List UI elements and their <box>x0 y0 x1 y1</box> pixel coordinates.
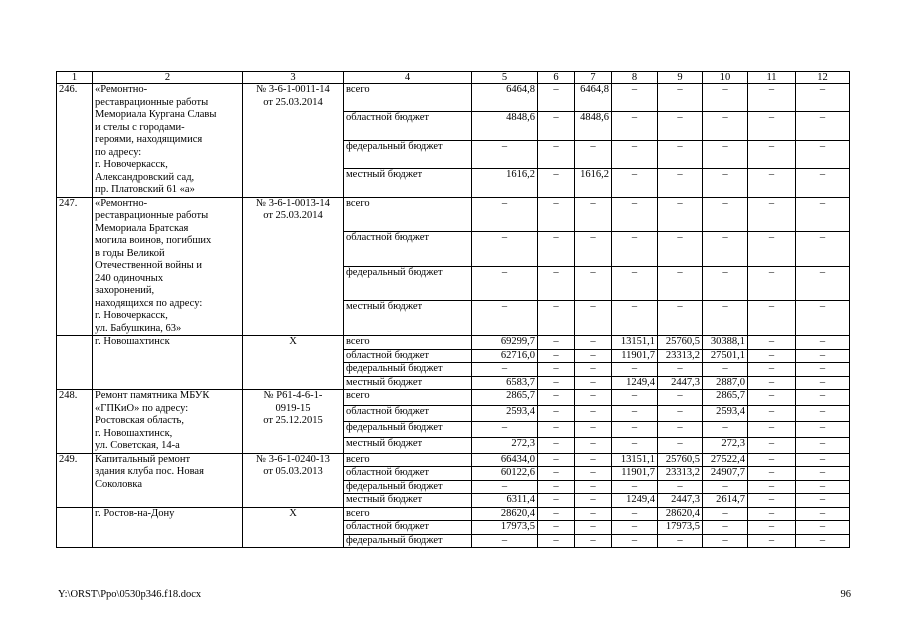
document-reference-line: № 3-6-1-0240-13 <box>256 453 330 465</box>
amount-cell: 69299,7 <box>472 336 538 350</box>
amount-cell: – <box>703 363 748 377</box>
funding-source: федеральный бюджет <box>344 480 472 494</box>
funding-source: федеральный бюджет <box>344 266 472 301</box>
amount-cell: – <box>748 437 796 453</box>
funding-source: всего <box>344 453 472 467</box>
funding-source: всего <box>344 197 472 232</box>
amount-cell: – <box>538 140 575 168</box>
amount-cell: 4848,6 <box>472 112 538 140</box>
table-row <box>57 453 850 467</box>
amount-cell: – <box>538 349 575 363</box>
amount-cell: 2593,4 <box>472 405 538 421</box>
amount-cell: – <box>658 84 703 112</box>
funding-source: областной бюджет <box>344 467 472 481</box>
row-number <box>57 507 93 548</box>
amount-cell: – <box>703 301 748 336</box>
amount-cell: – <box>796 363 850 377</box>
object-name-line: Александровский сад, <box>95 171 195 183</box>
object-name-line: 240 одиночных <box>95 272 164 284</box>
document-reference-line: от 25.03.2014 <box>263 210 323 221</box>
amount-cell: – <box>612 507 658 521</box>
amount-cell: 272,3 <box>703 437 748 453</box>
amount-cell: 2593,4 <box>703 405 748 421</box>
amount-cell: 30388,1 <box>703 336 748 350</box>
amount-cell: – <box>472 421 538 437</box>
amount-cell: – <box>796 480 850 494</box>
amount-cell: – <box>796 421 850 437</box>
table-row <box>57 507 850 521</box>
amount-cell: – <box>612 390 658 406</box>
amount-cell: 25760,5 <box>658 453 703 467</box>
object-name-line: реставрационные работы <box>95 210 209 221</box>
amount-cell: – <box>575 437 612 453</box>
amount-cell: – <box>748 84 796 112</box>
amount-cell: – <box>748 494 796 508</box>
amount-cell: – <box>612 169 658 197</box>
object-name-line: «Ремонтно- <box>95 197 148 209</box>
funding-source: федеральный бюджет <box>344 534 472 548</box>
amount-cell: – <box>748 336 796 350</box>
amount-cell: – <box>575 534 612 548</box>
amount-cell: – <box>612 140 658 168</box>
funding-source: областной бюджет <box>344 112 472 140</box>
amount-cell: – <box>748 140 796 168</box>
amount-cell: 272,3 <box>472 437 538 453</box>
document-reference <box>243 197 344 336</box>
object-name-line: ул. Бабушкина, 63» <box>95 322 182 334</box>
document-reference-line: № 3-6-1-0011-14 <box>256 84 330 95</box>
amount-cell: 27501,1 <box>703 349 748 363</box>
document-reference <box>243 453 344 507</box>
amount-cell: – <box>658 480 703 494</box>
amount-cell: – <box>575 336 612 350</box>
amount-cell: – <box>612 437 658 453</box>
amount-cell: – <box>748 534 796 548</box>
row-number <box>57 336 93 390</box>
amount-cell: 66434,0 <box>472 453 538 467</box>
amount-cell: – <box>748 266 796 301</box>
amount-cell: – <box>538 84 575 112</box>
amount-cell: 6311,4 <box>472 494 538 508</box>
amount-cell: – <box>703 521 748 535</box>
amount-cell: 1616,2 <box>472 169 538 197</box>
column-number: 5 <box>472 72 538 84</box>
amount-cell: 60122,6 <box>472 467 538 481</box>
amount-cell: – <box>538 197 575 232</box>
amount-cell: 4848,6 <box>575 112 612 140</box>
amount-cell: – <box>658 197 703 232</box>
row-number: 247. <box>57 197 93 336</box>
amount-cell: – <box>538 301 575 336</box>
object-name-line: Соколовка <box>95 478 142 490</box>
amount-cell: 6464,8 <box>472 84 538 112</box>
amount-cell: – <box>748 521 796 535</box>
amount-cell: – <box>575 467 612 481</box>
funding-source: всего <box>344 336 472 350</box>
column-number: 8 <box>612 72 658 84</box>
amount-cell: – <box>796 494 850 508</box>
amount-cell: – <box>796 390 850 406</box>
amount-cell: – <box>796 507 850 521</box>
amount-cell: – <box>538 363 575 377</box>
amount-cell: – <box>796 232 850 267</box>
amount-cell: 1249,4 <box>612 494 658 508</box>
amount-cell: – <box>612 84 658 112</box>
amount-cell: – <box>748 112 796 140</box>
funding-source: областной бюджет <box>344 349 472 363</box>
amount-cell: – <box>703 84 748 112</box>
amount-cell: – <box>612 534 658 548</box>
document-reference-line: от 05.03.2013 <box>263 466 323 477</box>
object-name-line: г. Новочеркасск, <box>95 159 168 170</box>
table-row <box>57 84 850 112</box>
amount-cell: – <box>472 197 538 232</box>
amount-cell: 2887,0 <box>703 376 748 390</box>
funding-source: местный бюджет <box>344 376 472 390</box>
amount-cell: – <box>538 232 575 267</box>
amount-cell: – <box>472 363 538 377</box>
document-reference-line: Х <box>289 336 297 347</box>
amount-cell: – <box>538 112 575 140</box>
amount-cell: – <box>658 390 703 406</box>
amount-cell: – <box>575 376 612 390</box>
amount-cell: – <box>748 480 796 494</box>
amount-cell: – <box>612 363 658 377</box>
amount-cell: – <box>658 112 703 140</box>
amount-cell: 13151,1 <box>612 336 658 350</box>
amount-cell: – <box>796 301 850 336</box>
object-name <box>93 336 243 390</box>
amount-cell: – <box>472 232 538 267</box>
amount-cell: – <box>703 169 748 197</box>
object-name <box>93 390 243 454</box>
amount-cell: – <box>796 112 850 140</box>
amount-cell: – <box>575 480 612 494</box>
amount-cell: – <box>575 390 612 406</box>
amount-cell: – <box>748 467 796 481</box>
funding-source: федеральный бюджет <box>344 363 472 377</box>
funding-source: всего <box>344 507 472 521</box>
amount-cell: – <box>748 421 796 437</box>
amount-cell: – <box>748 507 796 521</box>
table-row <box>57 336 850 350</box>
amount-cell: 17973,5 <box>658 521 703 535</box>
column-number: 11 <box>748 72 796 84</box>
amount-cell: 25760,5 <box>658 336 703 350</box>
amount-cell: 1616,2 <box>575 169 612 197</box>
object-name-line: г. Ростов-на-Дону <box>95 507 175 519</box>
amount-cell: – <box>658 363 703 377</box>
amount-cell: – <box>796 405 850 421</box>
amount-cell: – <box>796 521 850 535</box>
footer-file-path: Y:\ORST\Ppo\0530p346.f18.docx <box>58 589 202 600</box>
funding-source: областной бюджет <box>344 232 472 267</box>
funding-source: федеральный бюджет <box>344 421 472 437</box>
amount-cell: 23313,2 <box>658 349 703 363</box>
amount-cell: 11901,7 <box>612 349 658 363</box>
document-reference <box>243 390 344 454</box>
amount-cell: 62716,0 <box>472 349 538 363</box>
object-name-line: Отечественной войны и <box>95 260 202 271</box>
amount-cell: – <box>612 232 658 267</box>
object-name-line: г. Новошахтинск, <box>95 427 173 439</box>
amount-cell: 23313,2 <box>658 467 703 481</box>
column-number: 1 <box>57 72 93 84</box>
document-reference-line: от 25.03.2014 <box>263 96 323 108</box>
funding-source: местный бюджет <box>344 437 472 453</box>
column-number: 7 <box>575 72 612 84</box>
amount-cell: – <box>796 169 850 197</box>
amount-cell: – <box>538 390 575 406</box>
amount-cell: – <box>575 301 612 336</box>
amount-cell: – <box>612 301 658 336</box>
amount-cell: – <box>703 197 748 232</box>
amount-cell: 24907,7 <box>703 467 748 481</box>
amount-cell: – <box>472 301 538 336</box>
object-name-line: пр. Платовский 61 «а» <box>95 184 195 195</box>
amount-cell: – <box>538 521 575 535</box>
object-name-line: Ремонт памятника МБУК <box>95 390 210 401</box>
document-reference <box>243 84 344 198</box>
amount-cell: – <box>575 507 612 521</box>
funding-source: местный бюджет <box>344 169 472 197</box>
object-name-line: находящихся по адресу: <box>95 297 203 309</box>
funding-source: всего <box>344 84 472 112</box>
object-name-line: г. Новошахтинск <box>95 336 170 347</box>
amount-cell: 6583,7 <box>472 376 538 390</box>
amount-cell: – <box>612 521 658 535</box>
amount-cell: – <box>748 232 796 267</box>
amount-cell: – <box>575 521 612 535</box>
amount-cell: – <box>703 507 748 521</box>
object-name-line: в годы Великой <box>95 247 165 259</box>
object-name-line: ул. Советская, 14-а <box>95 440 180 451</box>
amount-cell: 27522,4 <box>703 453 748 467</box>
amount-cell: – <box>796 453 850 467</box>
amount-cell: – <box>472 534 538 548</box>
amount-cell: 13151,1 <box>612 453 658 467</box>
object-name-line: Мемориала Кургана Славы <box>95 109 217 120</box>
funding-source: областной бюджет <box>344 521 472 535</box>
object-name-line: и стелы с городами- <box>95 121 185 133</box>
amount-cell: – <box>658 301 703 336</box>
amount-cell: – <box>796 84 850 112</box>
amount-cell: – <box>658 534 703 548</box>
amount-cell: – <box>538 480 575 494</box>
amount-cell: – <box>538 421 575 437</box>
amount-cell: – <box>575 494 612 508</box>
amount-cell: – <box>748 301 796 336</box>
amount-cell: 28620,4 <box>658 507 703 521</box>
table-row <box>57 390 850 406</box>
object-name-line: захоронений, <box>95 285 155 296</box>
amount-cell: – <box>703 232 748 267</box>
row-number: 248. <box>57 390 93 454</box>
object-name <box>93 84 243 198</box>
amount-cell: – <box>748 453 796 467</box>
amount-cell: 2614,7 <box>703 494 748 508</box>
document-reference-line: Х <box>289 507 297 519</box>
amount-cell: – <box>658 405 703 421</box>
object-name-line: Мемориала Братская <box>95 222 189 234</box>
amount-cell: – <box>612 480 658 494</box>
amount-cell: – <box>796 349 850 363</box>
amount-cell: – <box>748 376 796 390</box>
object-name-line: реставрационные работы <box>95 96 209 108</box>
amount-cell: – <box>538 266 575 301</box>
object-name-line: «ГПКиО» по адресу: <box>95 402 189 414</box>
page-number: 96 <box>840 589 851 600</box>
amount-cell: – <box>575 266 612 301</box>
amount-cell: – <box>538 437 575 453</box>
amount-cell: – <box>538 336 575 350</box>
amount-cell: – <box>796 197 850 232</box>
document-reference-line: № 3-6-1-0013-14 <box>256 197 330 209</box>
amount-cell: 2865,7 <box>472 390 538 406</box>
object-name <box>93 507 243 548</box>
amount-cell: – <box>658 169 703 197</box>
amount-cell: – <box>538 534 575 548</box>
amount-cell: – <box>658 421 703 437</box>
amount-cell: – <box>612 266 658 301</box>
column-number: 2 <box>93 72 243 84</box>
object-name <box>93 453 243 507</box>
row-number: 246. <box>57 84 93 198</box>
amount-cell: – <box>796 467 850 481</box>
amount-cell: – <box>575 197 612 232</box>
amount-cell: – <box>796 336 850 350</box>
amount-cell: – <box>612 112 658 140</box>
document-reference <box>243 336 344 390</box>
amount-cell: – <box>703 534 748 548</box>
amount-cell: – <box>703 140 748 168</box>
object-name-line: Капитальный ремонт <box>95 453 191 465</box>
object-name-line: здания клуба пос. Новая <box>95 466 204 477</box>
amount-cell: 6464,8 <box>575 84 612 112</box>
amount-cell: 2447,3 <box>658 494 703 508</box>
amount-cell: – <box>472 266 538 301</box>
amount-cell: 28620,4 <box>472 507 538 521</box>
object-name-line: г. Новочеркасск, <box>95 310 168 321</box>
funding-source: местный бюджет <box>344 494 472 508</box>
row-number: 249. <box>57 453 93 507</box>
amount-cell: – <box>538 467 575 481</box>
document-reference-line: от 25.12.2015 <box>263 415 323 426</box>
amount-cell: – <box>575 453 612 467</box>
header-row <box>57 72 850 84</box>
amount-cell: – <box>612 421 658 437</box>
amount-cell: – <box>796 437 850 453</box>
amount-cell: – <box>703 421 748 437</box>
amount-cell: – <box>538 507 575 521</box>
amount-cell: – <box>538 453 575 467</box>
amount-cell: – <box>796 140 850 168</box>
amount-cell: 2447,3 <box>658 376 703 390</box>
amount-cell: – <box>472 140 538 168</box>
amount-cell: 11901,7 <box>612 467 658 481</box>
column-number: 10 <box>703 72 748 84</box>
amount-cell: – <box>575 232 612 267</box>
amount-cell: – <box>472 480 538 494</box>
amount-cell: – <box>748 363 796 377</box>
funding-source: федеральный бюджет <box>344 140 472 168</box>
amount-cell: – <box>575 363 612 377</box>
amount-cell: – <box>538 405 575 421</box>
amount-cell: – <box>575 405 612 421</box>
amount-cell: – <box>612 405 658 421</box>
amount-cell: – <box>703 480 748 494</box>
amount-cell: 2865,7 <box>703 390 748 406</box>
document-reference-line: 0919-15 <box>275 402 311 414</box>
amount-cell: – <box>748 169 796 197</box>
object-name-line: «Ремонтно- <box>95 84 148 95</box>
amount-cell: – <box>748 405 796 421</box>
amount-cell: – <box>612 197 658 232</box>
column-number: 9 <box>658 72 703 84</box>
amount-cell: – <box>575 421 612 437</box>
amount-cell: – <box>575 349 612 363</box>
amount-cell: – <box>575 140 612 168</box>
amount-cell: – <box>658 232 703 267</box>
amount-cell: – <box>538 169 575 197</box>
funding-source: всего <box>344 390 472 406</box>
document-reference <box>243 507 344 548</box>
amount-cell: – <box>703 266 748 301</box>
budget-table <box>56 71 850 548</box>
object-name-line: могила воинов, погибших <box>95 235 212 246</box>
amount-cell: – <box>538 494 575 508</box>
amount-cell: – <box>748 349 796 363</box>
table-row <box>57 197 850 232</box>
column-number: 3 <box>243 72 344 84</box>
object-name <box>93 197 243 336</box>
document-reference-line: № Р61-4-6-1- <box>263 390 323 401</box>
object-name-line: по адресу: <box>95 146 142 158</box>
amount-cell: 17973,5 <box>472 521 538 535</box>
column-number: 12 <box>796 72 850 84</box>
funding-source: областной бюджет <box>344 405 472 421</box>
amount-cell: – <box>658 140 703 168</box>
amount-cell: – <box>658 266 703 301</box>
amount-cell: – <box>658 437 703 453</box>
column-number: 4 <box>344 72 472 84</box>
amount-cell: – <box>703 112 748 140</box>
amount-cell: – <box>748 197 796 232</box>
amount-cell: – <box>796 266 850 301</box>
column-number: 6 <box>538 72 575 84</box>
amount-cell: – <box>748 390 796 406</box>
amount-cell: – <box>538 376 575 390</box>
object-name-line: Ростовская область, <box>95 415 184 426</box>
amount-cell: – <box>796 376 850 390</box>
object-name-line: героями, находящимися <box>95 134 203 145</box>
funding-source: местный бюджет <box>344 301 472 336</box>
amount-cell: 1249,4 <box>612 376 658 390</box>
amount-cell: – <box>796 534 850 548</box>
